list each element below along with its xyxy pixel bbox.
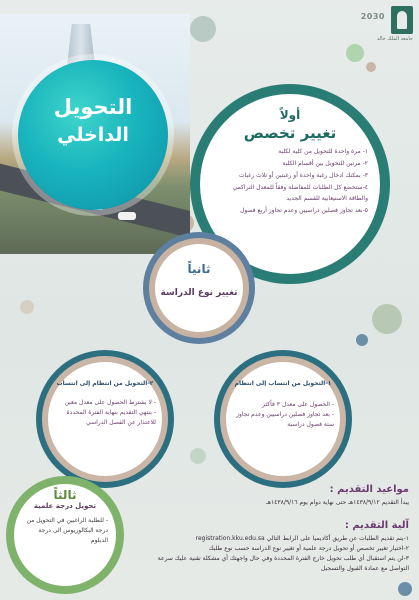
decor-dot (372, 304, 402, 334)
mechanism-heading: آلية التقديم : (344, 520, 409, 531)
section2-title: تغيير نوع الدراسة (160, 288, 238, 298)
section4-list (236, 400, 334, 430)
list-item: ٥-بعد تجاوز فصلين دراسيين وعدم تجاوز أربع فصول (240, 207, 368, 214)
logo-caption: جامعة الملك خالد (377, 36, 413, 42)
mechanism-item: ٣-لن يتم استقبال أي طلب تحويل خارج الفترة المحددة وفي حال واجهتك أي مشكلة تقنية عليك سرعة التواصل مع عمادة القبول والتسجيل (157, 555, 409, 572)
list-item: ٣- يمكنك ادخال رغبة واحدة أو رغبتين أو ثلاث رغبات (238, 172, 368, 179)
decor-dot (346, 44, 364, 62)
decor-dot (398, 582, 412, 596)
decor-dot (190, 16, 216, 42)
section5-ordinal: ثالثاً (53, 488, 77, 502)
decor-dot (356, 334, 368, 346)
section1-ordinal: أولاً (279, 108, 301, 122)
section1-heading (235, 108, 345, 142)
section1-title: تغيير تخصص (243, 124, 337, 142)
deadlines-heading: مواعيد التقديم : (329, 484, 409, 495)
list-item: - لا يشترط الحصول على معدل معين (64, 399, 156, 406)
hero-title-line1: التحويل (53, 95, 133, 119)
list-item: - ينتهي التقديم بنهاية الفترة المحددة للاعتذار عن الفصل الدراسي (66, 409, 156, 426)
university-logo-icon (391, 6, 413, 34)
deadlines-text: يبدأ التقديم ١٤٣٨/٩/١٢هـ حتى نهاية دوام يوم ١٤٣٨/٩/١٦هـ (266, 499, 409, 506)
section3-title: ٢-التحويل من انتظام إلى انتساب (56, 380, 154, 387)
section3-list (58, 398, 156, 428)
deadlines-block (159, 484, 409, 506)
mechanism-item: ١-يتم تقديم الطلبات عن طريق أكاديميا على الرابط التالي registration.kku.edu.sa (195, 535, 409, 542)
list-item: ٢- مرتين للتحويل بين أقسام الكلية (282, 160, 368, 167)
list-item: - الحصول على معدل ٣ فأكثر (262, 401, 334, 408)
vision-2030-logo: 2030 (360, 12, 385, 21)
list-item: ١- مرة واحدة للتحويل من كلية لكلية (278, 148, 368, 155)
decor-dot (20, 300, 34, 314)
list-item: ٤-ستخضع كل الطلبات للمفاضلة وفقاً للمعدل التراكمي والطاقة الاستيعابية للقسم الجديد (232, 184, 368, 202)
list-item: - للطلبة الراغبين في التحويل من درجة البكالوريوس الى درجة الدبلوم (26, 517, 108, 544)
section2-ordinal: ثانياً (187, 262, 211, 276)
section4-title: ١-التحويل من انتساب إلى انتظام (234, 380, 332, 387)
car-image (118, 212, 136, 220)
section1-list (214, 146, 368, 217)
decor-dot (190, 448, 206, 464)
mechanism-item: ٢-اختيار تغيير تخصص أو تحويل درجة علمية أو تغيير نوع الدراسة حسب نوع طلبك (208, 545, 409, 552)
header-logos (355, 6, 413, 40)
mechanism-block (147, 520, 409, 574)
section5-title: تحويل درجة علمية (33, 502, 97, 510)
section5-list (22, 516, 108, 546)
decor-dot (366, 62, 376, 72)
hero-title-line2: الداخلي (57, 124, 129, 146)
list-item: - بعد تجاوز فصلين دراسيين وعدم تجاوز ستة فصول دراسية (236, 411, 334, 428)
